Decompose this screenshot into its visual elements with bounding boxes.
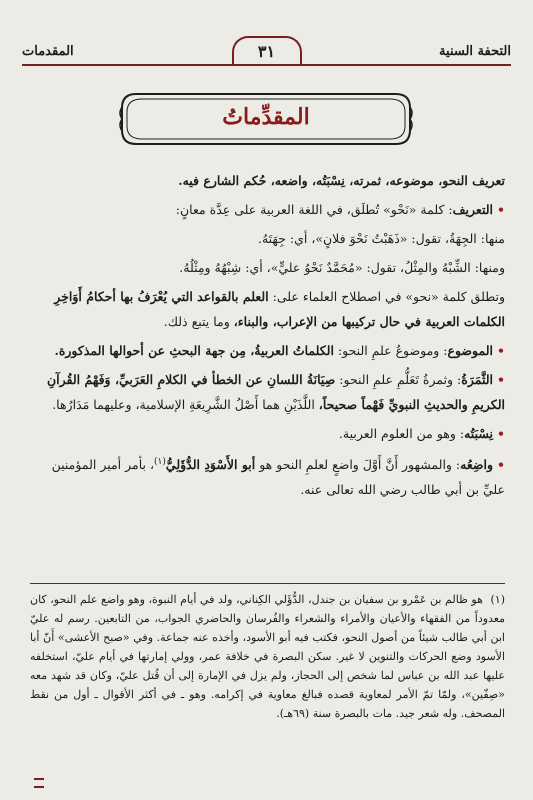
paragraph-subject [30,338,505,363]
paragraph-relation [30,421,505,446]
footnote-text: هو ظالم بن عَمْرو بن سفيان بن جندل، الدُّؤَلي الكِناني، ولد في أيام النبوة، وهو واضع علم النحو، كان معدوداً من الفقهاء والأعيان والأمراء والشعراء والفُرسان والحاضري الجواب، من التابعين. رسم له عليّ ابن أبي طالب شيئاً من أصول النحو، فكتب فيه أبو الأسود، وأخذه عنه جماعة. وفي «صبح الأعشى» أَنّ أبا الأسود وضع الحركات والتنوين لا غير. سكن البصرة في خلافة عمر، وولي إمارتها في أيام عليّ، استخلفه عليها عبد الله بن عباس لما شخص إلى الحجاز، ولم يزل في الإمارة إلى أن قُتل عليّ، وكان قد شهد معه «صِفّين»، ولمّا تمّ الأمر لمعاوية قصده فبالغ معاوية في إكرامه. وهو ـ في أكثر الأقوال ـ أول من نقط المصحف. وله شعر جيد. مات بالبصرة سنة (٦٩هـ). [30,593,505,720]
page-number: ٣١ [232,36,302,64]
founder-tail: ، بأمر أمير المؤمنين عليِّ بن أبي طالب رضي الله تعالى عنه. [51,457,505,498]
bullet-icon: • [497,202,505,217]
paragraph-definition [30,197,505,222]
term-founder: واضِعُه [460,457,493,473]
book-title: التحفة السنية [439,44,511,59]
chapter-title: المقدِّماتُ [222,104,310,130]
page-header [22,38,511,72]
subject-text: : وموضوعُ علمِ النحو: [337,343,448,358]
paragraph-terminology [30,284,505,334]
definition-text: : كلمة «نَحْو» تُطلَق، في اللغة العربية على عِدَّة معانٍ: [175,202,453,217]
section-title: المقدمات [22,44,74,59]
bullet-icon: • [497,372,505,387]
terminology-tail: وما يتبع ذلك. [163,314,230,329]
footnote-separator [30,583,505,584]
page-end-mark-icon [34,778,44,788]
benefit-text: : وثمرةُ تَعَلُّمِ علمِ النحو: [339,372,462,387]
paragraph-benefit [30,367,505,417]
relation-text: : وهو من العلوم العربية. [338,426,465,441]
paragraph-founder [30,450,505,502]
term-relation: نِسْبَتُه [464,426,493,441]
intro-line: تعريف النحو، موضوعه، ثمرته، نِسْبَتُه، واضعه، حُكم الشارع فيه. [178,173,505,188]
footnote [30,590,505,723]
chapter-title-frame [118,90,414,148]
term-subject: الموضوع [447,343,493,358]
benefit-bold: صِيَانَةُ اللسانِ عن الخطأ في الكلامِ العَرَبيِّ، وَفَهْمُ القُرآنِ الكريمِ والحديثِ النبويِّ فَهْماً صحيحاً، [47,372,505,412]
founder-text: : والمشهور أَنَّ أَوَّلَ واضعٍ لعلمِ النحو هو [259,457,461,473]
bullet-icon: • [497,457,505,473]
term-definition: التعريف [452,202,493,217]
footnote-ref[interactable]: (١) [154,457,166,467]
terminology-text: وتطلق كلمة «نحو» في اصطلاح العلماء على: [272,289,505,304]
bullet-icon: • [497,343,505,358]
term-benefit: الثَّمَرَةُ [461,372,493,387]
terminology-bold: العلم بالقواعد التي يُعْرَفُ بها أحكامُ أَوَاخِرِ الكلمات العربية في حال تركيبها من الإعراب، والبناء، [54,289,505,329]
definition-meaning-1: منها: الجِهَةُ، تقول: «ذَهَبْتُ نَحْوَ فلانٍ»، أي: جِهَتَهُ. [257,231,505,246]
footnote-marker: (١) [490,593,505,606]
bullet-icon: • [497,426,505,441]
benefit-tail: اللَّذَيْنِ هما أَصْلُ الشَّرِيعَةِ الإسلامية، وعليهما مَدَارُها. [52,397,315,412]
definition-meaning-2: ومنها: الشِّبْهُ والمِثْلُ، تقول: «مُحَمَّدٌ نَحْوُ عليٍّ»، أي: شِبْهُهُ ومِثْلُهُ. [179,260,505,275]
subject-bold: الكلماتُ العربيةُ، مِن جهة البحثِ عن أحوالها المذكورة. [54,343,334,358]
main-text [30,168,505,506]
founder-name: أبو الأَسْوَدِ الدُّؤَلِيُّ [165,457,256,473]
